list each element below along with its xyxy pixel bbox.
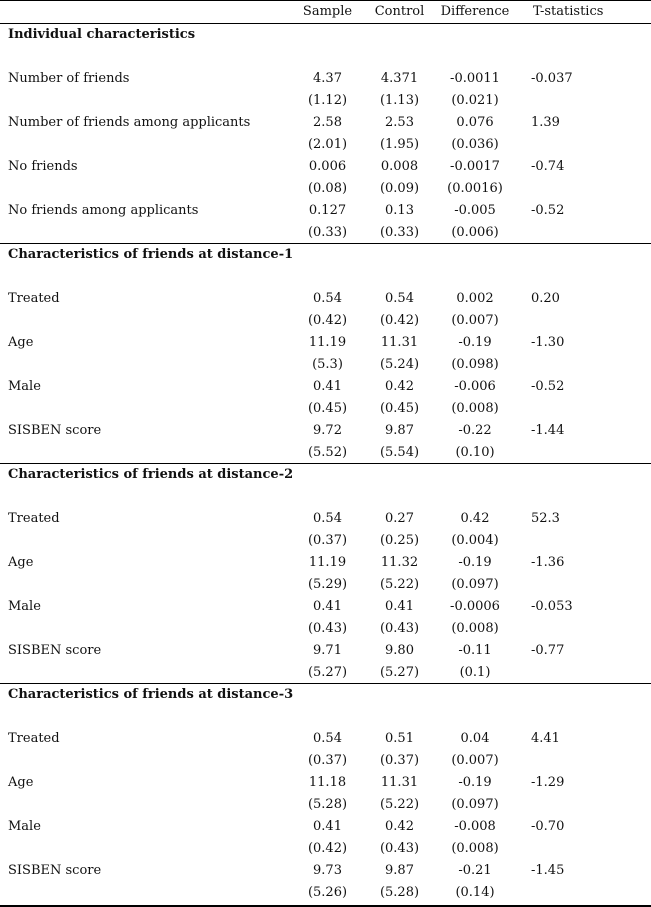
standard-error-row: [0, 838, 651, 860]
spacer-row: [0, 706, 651, 728]
cell-control: 0.008: [380, 159, 419, 174]
cell-control: 11.31: [380, 335, 419, 350]
row-label: Age: [8, 335, 34, 350]
cell-difference: (0.097): [451, 797, 499, 812]
row-label: No friends: [8, 159, 78, 174]
cell-control: (0.43): [379, 621, 420, 636]
cell-difference: -0.19: [458, 555, 492, 570]
section-header-row: [0, 24, 651, 46]
cell-control: 11.32: [380, 555, 419, 570]
column-header-sample: Sample: [302, 4, 353, 19]
row-label: Age: [8, 555, 34, 570]
row-label: SISBEN score: [8, 423, 102, 438]
row-label: No friends among applicants: [8, 203, 199, 218]
cell-sample: (0.45): [307, 401, 348, 416]
cell-difference: 0.42: [460, 511, 490, 526]
cell-sample: 0.41: [313, 819, 342, 834]
cell-sample: (0.33): [307, 225, 348, 240]
cell-difference: (0.004): [451, 533, 499, 548]
cell-control: (5.28): [379, 885, 420, 900]
cell-sample: (5.3): [312, 357, 343, 372]
cell-sample: 11.19: [308, 335, 347, 350]
cell-sample: 0.54: [313, 291, 342, 306]
table-row: [0, 728, 651, 750]
cell-control: 0.41: [385, 599, 414, 614]
cell-sample: (1.12): [307, 93, 348, 108]
cell-control: (5.27): [379, 665, 420, 680]
cell-control: (5.22): [379, 797, 420, 812]
section-title: Individual characteristics: [8, 27, 196, 42]
section-title: Characteristics of friends at distance-3: [8, 687, 294, 702]
cell-control: (5.54): [379, 445, 420, 460]
cell-difference: (0.0016): [447, 181, 503, 196]
table-row: [0, 288, 651, 310]
cell-sample: 9.73: [313, 863, 342, 878]
table-row: [0, 200, 651, 222]
cell-control: (0.45): [379, 401, 420, 416]
row-label: Number of friends: [8, 71, 130, 86]
cell-difference: (0.006): [451, 225, 499, 240]
cell-sample: 11.18: [308, 775, 347, 790]
cell-difference: -0.22: [458, 423, 492, 438]
spacer-row: [0, 266, 651, 288]
cell-sample: 0.54: [313, 731, 342, 746]
cell-difference: (0.10): [455, 445, 495, 460]
cell-t-statistics: 4.41: [531, 731, 560, 746]
cell-sample: (5.29): [307, 577, 348, 592]
cell-difference: (0.036): [451, 137, 499, 152]
cell-t-statistics: -0.037: [531, 71, 573, 86]
section-title: Characteristics of friends at distance-2: [8, 467, 294, 482]
cell-sample: 4.37: [313, 71, 342, 86]
cell-difference: 0.002: [456, 291, 494, 306]
cell-difference: -0.008: [454, 819, 496, 834]
standard-error-row: [0, 354, 651, 376]
cell-difference: (0.007): [451, 313, 499, 328]
cell-difference: -0.0006: [450, 599, 500, 614]
cell-sample: (5.28): [307, 797, 348, 812]
cell-sample: 0.006: [308, 159, 347, 174]
section-header-row: [0, 244, 651, 266]
cell-t-statistics: -1.29: [531, 775, 565, 790]
cell-t-statistics: -1.36: [531, 555, 565, 570]
table-row: [0, 860, 651, 882]
cell-t-statistics: -0.70: [531, 819, 565, 834]
row-label: SISBEN score: [8, 863, 102, 878]
row-label: Male: [8, 379, 41, 394]
cell-sample: (2.01): [307, 137, 348, 152]
cell-control: 11.31: [380, 775, 419, 790]
cell-t-statistics: -0.77: [531, 643, 565, 658]
cell-t-statistics: -0.053: [531, 599, 573, 614]
cell-t-statistics: -0.74: [531, 159, 565, 174]
cell-difference: (0.008): [451, 841, 499, 856]
cell-control: (0.25): [379, 533, 420, 548]
cell-sample: (0.37): [307, 533, 348, 548]
table-row: [0, 420, 651, 442]
column-header-t-statistics: T-statistics: [533, 4, 604, 19]
cell-t-statistics: -1.44: [531, 423, 565, 438]
table-row: [0, 772, 651, 794]
cell-difference: 0.04: [460, 731, 490, 746]
cell-control: 9.87: [385, 863, 414, 878]
cell-control: 0.13: [385, 203, 414, 218]
row-label: Treated: [8, 511, 60, 526]
standard-error-row: [0, 618, 651, 640]
row-label: Treated: [8, 291, 60, 306]
cell-sample: (0.37): [307, 753, 348, 768]
table-row: [0, 552, 651, 574]
table-row: [0, 112, 651, 134]
section-header-row: [0, 464, 651, 486]
cell-difference: -0.006: [454, 379, 496, 394]
row-label: Treated: [8, 731, 60, 746]
standard-error-row: [0, 442, 651, 464]
cell-t-statistics: -0.52: [531, 379, 565, 394]
cell-difference: -0.005: [454, 203, 496, 218]
cell-difference: -0.0011: [450, 71, 500, 86]
cell-sample: (0.08): [307, 181, 348, 196]
cell-t-statistics: -0.52: [531, 203, 565, 218]
table-row: [0, 68, 651, 90]
cell-control: 9.80: [385, 643, 414, 658]
standard-error-row: [0, 662, 651, 684]
cell-difference: (0.021): [451, 93, 499, 108]
cell-sample: 9.72: [313, 423, 342, 438]
standard-error-row: [0, 222, 651, 244]
table-row: [0, 332, 651, 354]
table-row: [0, 816, 651, 838]
standard-error-row: [0, 398, 651, 420]
cell-difference: (0.14): [455, 885, 495, 900]
section-header-row: [0, 684, 651, 706]
cell-difference: (0.097): [451, 577, 499, 592]
table-row: [0, 508, 651, 530]
cell-t-statistics: -1.45: [531, 863, 565, 878]
cell-sample: 2.58: [313, 115, 342, 130]
cell-sample: (0.42): [307, 841, 348, 856]
cell-sample: 0.54: [313, 511, 342, 526]
row-label: Male: [8, 599, 41, 614]
spacer-row: [0, 486, 651, 508]
row-label: Male: [8, 819, 41, 834]
standard-error-row: [0, 134, 651, 156]
standard-error-row: [0, 794, 651, 816]
row-label: Number of friends among applicants: [8, 115, 251, 130]
cell-difference: -0.11: [458, 643, 492, 658]
cell-t-statistics: -1.30: [531, 335, 565, 350]
header-row: [0, 1, 651, 23]
cell-difference: (0.098): [451, 357, 499, 372]
table-row: [0, 156, 651, 178]
cell-difference: -0.19: [458, 775, 492, 790]
table-row: [0, 640, 651, 662]
cell-control: 0.54: [385, 291, 414, 306]
cell-control: 0.42: [385, 819, 414, 834]
cell-sample: (0.43): [307, 621, 348, 636]
cell-difference: (0.008): [451, 621, 499, 636]
section-title: Characteristics of friends at distance-1: [8, 247, 294, 262]
cell-sample: (5.26): [307, 885, 348, 900]
cell-t-statistics: 1.39: [531, 115, 560, 130]
cell-sample: (5.52): [307, 445, 348, 460]
cell-difference: -0.19: [458, 335, 492, 350]
cell-sample: 0.127: [308, 203, 347, 218]
cell-control: (5.24): [379, 357, 420, 372]
standard-error-row: [0, 574, 651, 596]
spacer-row: [0, 46, 651, 68]
cell-difference: (0.1): [459, 665, 491, 680]
column-header-difference: Difference: [440, 4, 510, 19]
cell-sample: 11.19: [308, 555, 347, 570]
table-row: [0, 596, 651, 618]
cell-difference: 0.076: [456, 115, 494, 130]
cell-sample: 0.41: [313, 599, 342, 614]
cell-control: (0.09): [379, 181, 420, 196]
column-header-control: Control: [374, 4, 425, 19]
cell-difference: (0.008): [451, 401, 499, 416]
cell-control: 0.42: [385, 379, 414, 394]
cell-control: 2.53: [385, 115, 414, 130]
cell-control: (0.43): [379, 841, 420, 856]
table-row: [0, 376, 651, 398]
cell-sample: (5.27): [307, 665, 348, 680]
cell-difference: -0.0017: [450, 159, 500, 174]
standard-error-row: [0, 90, 651, 112]
row-label: SISBEN score: [8, 643, 102, 658]
cell-control: 9.87: [385, 423, 414, 438]
cell-t-statistics: 52.3: [531, 511, 560, 526]
cell-control: (0.42): [379, 313, 420, 328]
standard-error-row: [0, 178, 651, 200]
cell-control: 0.27: [385, 511, 414, 526]
cell-control: (1.95): [379, 137, 420, 152]
cell-control: (5.22): [379, 577, 420, 592]
cell-control: 4.371: [380, 71, 419, 86]
cell-control: (0.37): [379, 753, 420, 768]
cell-control: 0.51: [385, 731, 414, 746]
standard-error-row: [0, 750, 651, 772]
cell-t-statistics: 0.20: [531, 291, 560, 306]
cell-control: (1.13): [379, 93, 420, 108]
cell-difference: (0.007): [451, 753, 499, 768]
row-label: Age: [8, 775, 34, 790]
cell-sample: 0.41: [313, 379, 342, 394]
cell-sample: (0.42): [307, 313, 348, 328]
standard-error-row: [0, 310, 651, 332]
standard-error-row: [0, 882, 651, 904]
cell-sample: 9.71: [313, 643, 342, 658]
cell-control: (0.33): [379, 225, 420, 240]
standard-error-row: [0, 530, 651, 552]
cell-difference: -0.21: [458, 863, 492, 878]
